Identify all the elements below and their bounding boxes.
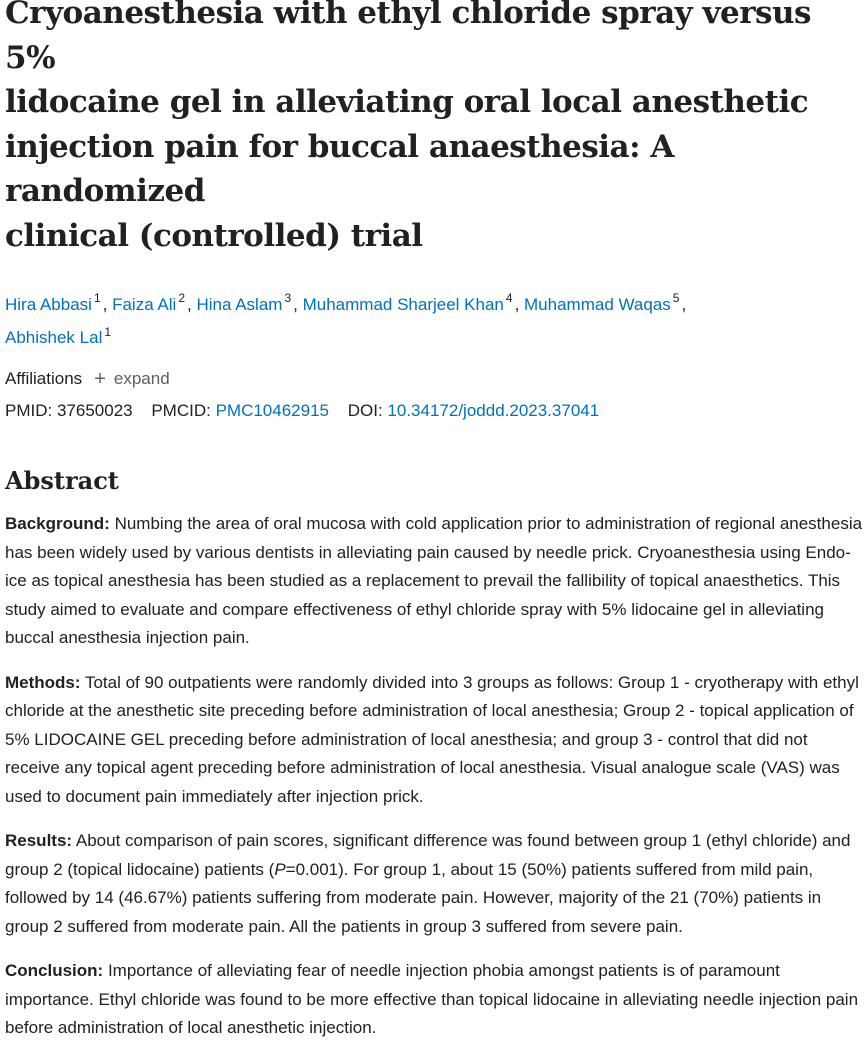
author-link[interactable]: Hina Aslam [196, 294, 283, 314]
author-link[interactable]: Abhishek Lal [5, 328, 103, 348]
section-label: Methods: [5, 672, 81, 692]
section-label: Conclusion: [5, 961, 104, 981]
author-link[interactable]: Muhammad Waqas [524, 294, 671, 314]
article-title [5, 0, 863, 258]
author-item [5, 324, 113, 348]
affiliations-toggle[interactable] [5, 366, 863, 392]
article-page [5, 0, 863, 1043]
section-text: About comparison of pain scores, significant difference was found between group 1 (ethyl chloride) and group 2 (topical lidocaine) patients ( [5, 831, 851, 879]
affiliation-number[interactable]: 3 [284, 291, 292, 305]
section-text: Total of 90 outpatients were randomly divided into 3 groups as follows: Group 1 - cryotherapy with ethyl chloride at the anesthetic site preceding before administration of local anesthesia; Group 2 - topical application of 5% LIDOCAINE GEL preceding before administration of local anesthesia; and group 3 - control that did not receive any topical agent preceding before administration of local anesthesia. Visual analogue scale (VAS) was used to document pain immediately after injection prick. [5, 672, 859, 806]
expand-button[interactable]: expand [113, 369, 170, 389]
affiliation-number[interactable]: 1 [104, 324, 112, 339]
section-text: Importance of alleviating fear of needle injection phobia amongst patients is of paramount importance. Ethyl chloride was found to be more effective than topical lidocaine in alleviating needle injection pain before administration of local anesthetic injection. [5, 961, 859, 1038]
affiliation-number[interactable]: 2 [178, 291, 186, 305]
title-line: clinical (controlled) trial [5, 217, 423, 254]
section-label: Results: [5, 831, 73, 851]
abstract-background [5, 510, 863, 653]
section-text: Numbing the area of oral mucosa with cold application prior to administration of regional anesthesia has been widely used by various dentists in alleviating pain caused by needle prick. Cryoanesthesia using Endo-ice as topical anesthesia has been studied as a replacement to prevail the fallibility of topical anaesthetics. This study aimed to evaluate and compare effectiveness of ethyl chloride spray with 5% lidocaine gel in alleviating buccal anesthesia injection pain. [5, 514, 863, 648]
author-item: Hina Aslam $^3$ , [196, 291, 303, 314]
author-item: Faiza Ali $^2$ , [112, 291, 197, 314]
pmid-label: PMID: [5, 401, 53, 421]
doi-label: DOI: [347, 401, 383, 421]
author-item: Hira Abbasi $^1$ , [5, 291, 113, 314]
author-item: Muhammad Waqas $^5$ , [524, 291, 687, 314]
pmcid-label: PMCID: [151, 401, 211, 421]
doi-link[interactable]: 10.34172/joddd.2023.37041 [387, 401, 600, 421]
section-label: Background: [5, 514, 110, 534]
title-line: Cryoanesthesia with ethyl chloride spray versus 5% [5, 0, 811, 76]
author-link[interactable]: Faiza Ali [112, 294, 177, 314]
abstract-results [5, 827, 863, 941]
abstract-methods [5, 669, 863, 812]
author-list [5, 285, 863, 352]
pmcid-link[interactable]: PMC10462915 [215, 401, 329, 421]
title-line: lidocaine gel in alleviating oral local anesthetic [5, 84, 809, 120]
abstract-conclusion [5, 957, 863, 1043]
pmid-value: 37650023 [56, 401, 133, 421]
author-link[interactable]: Muhammad Sharjeel Khan [302, 294, 504, 314]
abstract-heading: Abstract [5, 466, 119, 496]
affiliation-number[interactable]: 5 [672, 291, 680, 305]
author-link[interactable]: Hira Abbasi [5, 294, 92, 314]
identifiers [5, 398, 863, 424]
p-value-symbol: P [274, 859, 286, 879]
section-text: =0.001). For group 1, about 15 (50%) patients suffered from mild pain, followed by 14 (46.67%) patients suffering from moderate pain. However, majority of the 21 (70%) patients in group 2 suffered from moderate pain. All the patients in group 3 suffered from severe pain. [5, 859, 822, 936]
affiliation-number[interactable]: 1 [93, 291, 101, 305]
affiliations-label: Affiliations [5, 369, 83, 389]
title-line: injection pain for buccal anaesthesia: A randomized [5, 128, 674, 209]
plus-icon[interactable]: + [94, 368, 106, 391]
author-item: Muhammad Sharjeel Khan $^4$ , [302, 291, 525, 314]
affiliation-number[interactable]: 4 [505, 291, 513, 305]
